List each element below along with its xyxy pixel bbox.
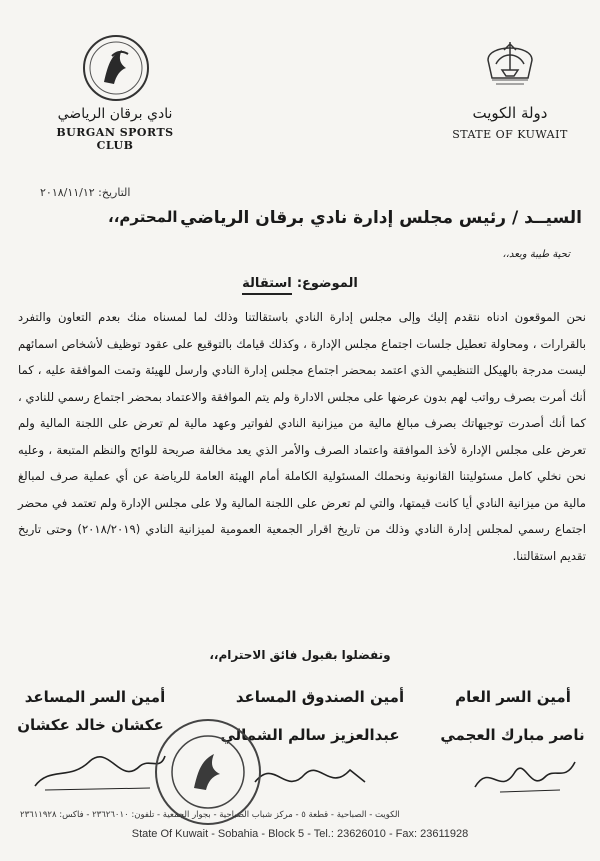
subject-label: الموضوع: [296, 276, 358, 291]
burgan-club-crest-icon [82, 34, 150, 102]
signatory-name: عكشان خالد عكشان [17, 716, 164, 734]
signature-scribble [250, 752, 370, 802]
state-name-english: STATE OF KUWAIT [452, 128, 568, 141]
state-name-arabic: دولة الكويت [472, 104, 548, 122]
subject-value: استقالة [242, 276, 292, 295]
body-paragraph: نحن الموقعون ادناه نتقدم إليك وإلى مجلس إدارة النادي باستقالتنا وذلك لما لمسناه منك بعدم التعاون والتفرد بالقرارات ، ومحاولة تعطيل جلسات اجتماع مجلس الإدارة ، وكذلك قيامك بالتوقيع على عقود توظيف لأشخاص اسمائهم ليست مدرجة بالهيكل التنظيمي الذي اعتمد بمحضر اجتماع مجلس إدارة النادي وارسل للهيئة وتمت الموافقة عليه ، كما أنك أمرت بصرف رواتب لهم بدون عرضها على مجلس الادارة ولم يتم الموافقة والاعتماد بمحضر اجتماع رسمي للنادي ، كما أنك أصدرت توجيهاتك بصرف مبالغ مالية من ميزانية النادي لفواتير وعهد مالية لم تعرض على اللجنة المالية ولم تعرض على مجلس الإدارة لأخذ الموافقة واعتماد الصرف والأمر الذي يعد مخالفة صريحة للوائح والنظم المتبعة ، وعليه نحن نخلي كامل مسئوليتنا القانونية ونحملك المسئولية الكاملة أمام الهيئة العامة للرياضة عن أي عملية صرف لمبالغ مالية من ميزانية النادي أيا كانت قيمتها، والتي لم تعرض على اللجنة المالية ولا على مجلس الإدارة ولم تعتمد في محضر اجتماع رسمي لمجلس إدارة النادي وذلك من تاريخ اقرار الجمعية العمومية لميزانية النادي (٢٠١٨/٢٠١٩) وحتى تاريخ تقديم استقالتنا. [18, 310, 587, 563]
signatory-title: أمين السر المساعد [24, 688, 166, 706]
club-name-arabic: نادي برقان الرياضي [57, 106, 173, 122]
greeting: تحية طيبة وبعد،، [502, 249, 570, 260]
footer-address-arabic: الكويت - الصباحية - قطعة ٥ - مركز شباب الصباحية - بجوار الجمعية - تلفون: ٢٣٦٢٦٠١٠ - فاكس: ٢٣٦١١٩٢٨ [20, 810, 400, 820]
signature-scribble [30, 746, 170, 796]
letter-date: التاريخ: ٢٠١٨/١١/١٢ [40, 186, 131, 199]
signatory-name: عبدالعزيز سالم الشمالي [220, 726, 400, 744]
honorific: المحترم،، [108, 208, 178, 226]
signatory-name: ناصر مبارك العجمي [440, 726, 585, 744]
letter-body [18, 304, 586, 569]
footer-address-english: State Of Kuwait - Sobahia - Block 5 - Tel.: 23626010 - Fax: 23611928 [131, 828, 469, 840]
addressee-line: السيــد / رئيس مجلس إدارة نادي برقان الرياضي [180, 208, 582, 228]
closing-line: وتفضلوا بقبول فائق الاحترام،، [209, 648, 391, 662]
kuwait-emblem-icon [478, 30, 542, 94]
club-name-english: BURGAN SPORTS CLUB [56, 126, 174, 152]
subject-line [0, 272, 600, 291]
signatory-title: أمين الصندوق المساعد [235, 688, 405, 706]
signatory-title: أمين السر العام [455, 688, 571, 706]
signature-scribble [470, 752, 580, 802]
